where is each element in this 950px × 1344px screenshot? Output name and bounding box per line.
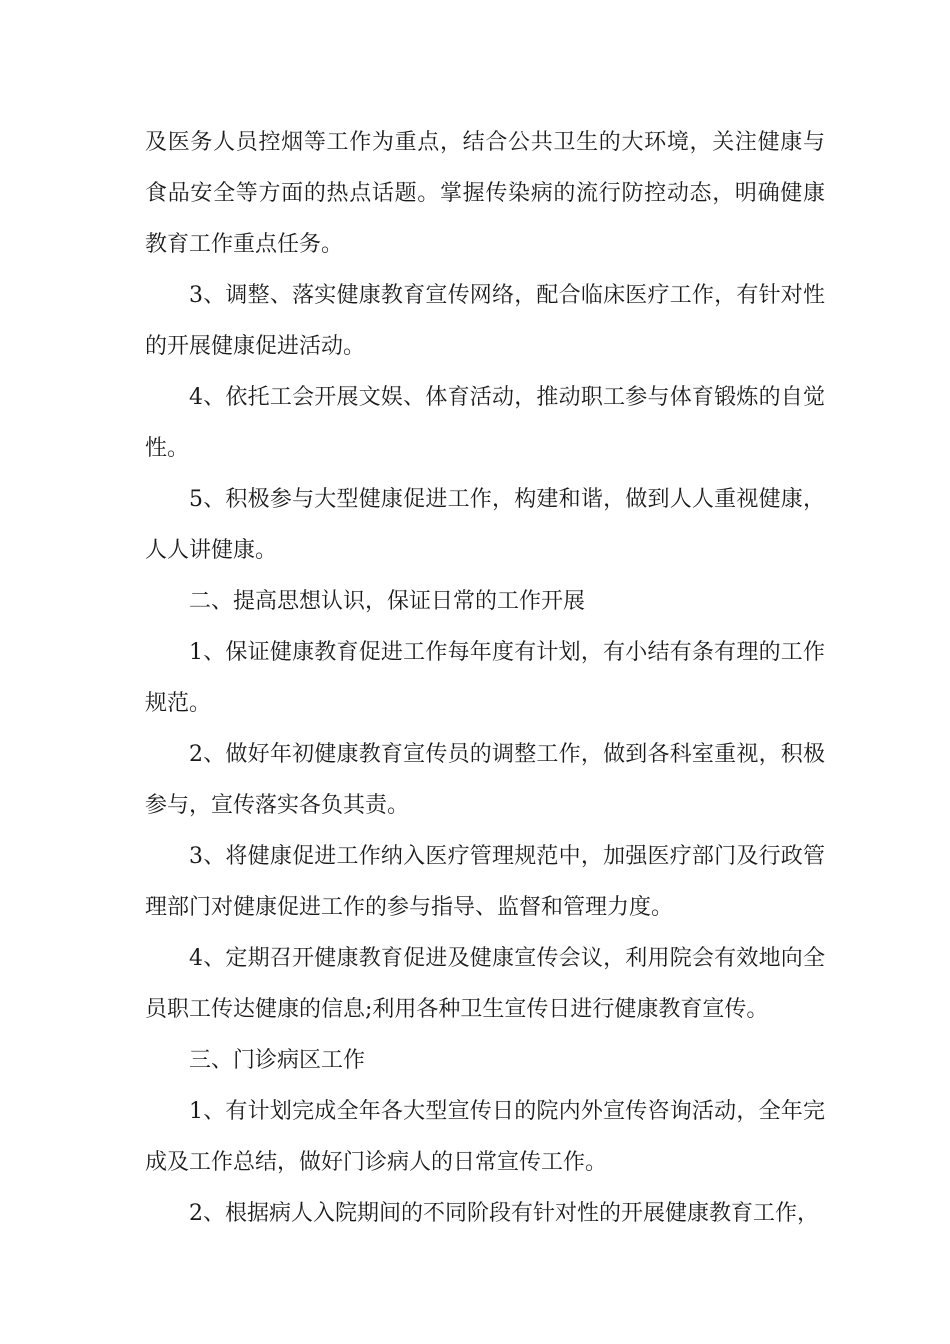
paragraph-section2-item-3: 3、将健康促进工作纳入医疗管理规范中，加强医疗部门及行政管理部门对健康促进工作的参与指导、监督和管理力度。 bbox=[145, 844, 825, 920]
paragraph-item-5: 5、积极参与大型健康促进工作，构建和谐，做到人人重视健康，人人讲健康。 bbox=[145, 487, 825, 563]
paragraph-section3-item-1: 1、有计划完成全年各大型宣传日的院内外宣传咨询活动，全年完成及工作总结，做好门诊病人的日常宣传工作。 bbox=[145, 1099, 825, 1175]
paragraph-section2-item-2: 2、做好年初健康教育宣传员的调整工作，做到各科室重视，积极参与，宣传落实各负其责。 bbox=[145, 742, 825, 818]
paragraph-section3-item-2: 2、根据病人入院期间的不同阶段有针对性的开展健康教育工作， bbox=[189, 1201, 819, 1226]
paragraph-item-4: 4、依托工会开展文娱、体育活动，推动职工参与体育锻炼的自觉性。 bbox=[145, 385, 825, 461]
section-heading-2: 二、提高思想认识，保证日常的工作开展 bbox=[189, 589, 586, 614]
section-heading-3: 三、门诊病区工作 bbox=[189, 1048, 366, 1073]
paragraph-item-3: 3、调整、落实健康教育宣传网络，配合临床医疗工作，有针对性的开展健康促进活动。 bbox=[145, 283, 825, 359]
document-body bbox=[145, 117, 825, 1239]
paragraph-continuation: 及医务人员控烟等工作为重点，结合公共卫生的大环境，关注健康与食品安全等方面的热点话题。掌握传染病的流行防控动态，明确健康教育工作重点任务。 bbox=[145, 130, 825, 257]
paragraph-section2-item-1: 1、保证健康教育促进工作每年度有计划，有小结有条有理的工作规范。 bbox=[145, 640, 825, 716]
paragraph-section2-item-4: 4、定期召开健康教育促进及健康宣传会议，利用院会有效地向全员职工传达健康的信息;利用各种卫生宣传日进行健康教育宣传。 bbox=[145, 946, 825, 1022]
